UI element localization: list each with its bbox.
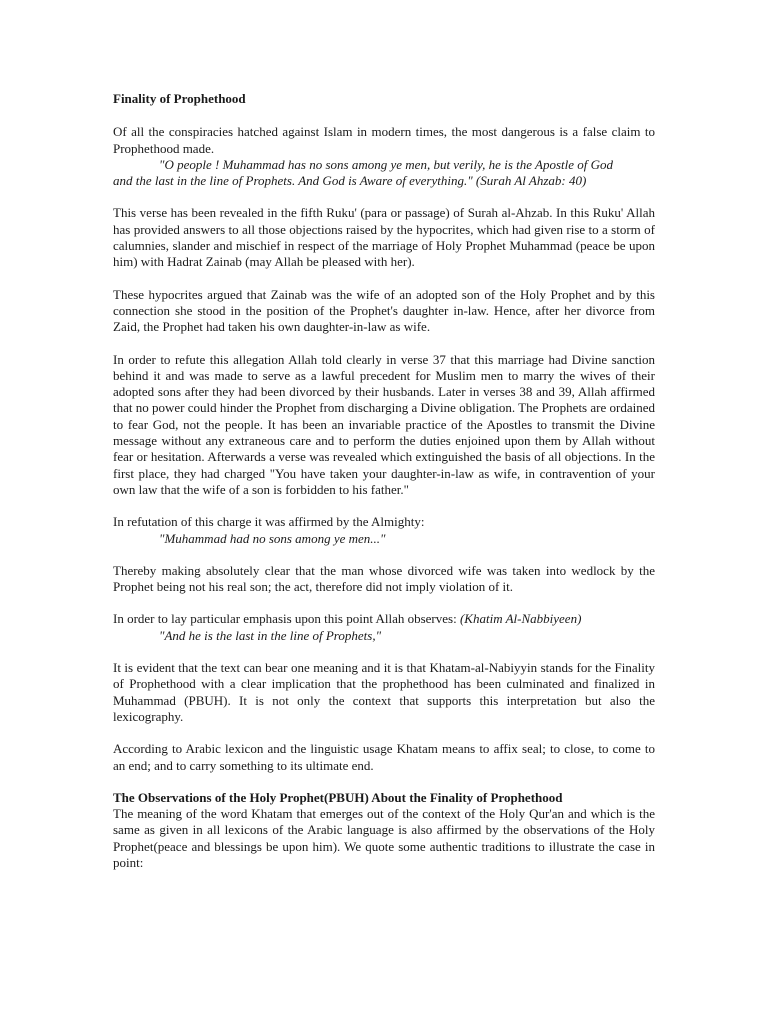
quote-line: and the last in the line of Prophets. And God is Aware of everything." (Surah Al Ahzab: 40) bbox=[113, 173, 587, 189]
paragraph: The meaning of the word Khatam that emerges out of the context of the Holy Qur'an and which is the same as given in all lexicons of the Arabic language is also affirmed by the observations of the Holy Prophet(peace and blessings be upon him). We quote some authentic traditions to illustrate the case in point: bbox=[113, 806, 655, 870]
paragraph: It is evident that the text can bear one meaning and it is that Khatam-al-Nabiyyin stands for the Finality of Prophethood with a clear implication that the prophethood has been culminated and finalized in Muhammad (PBUH). It is not only the context that supports this interpretation but also the lexicography. bbox=[113, 660, 655, 724]
document-page bbox=[113, 91, 655, 887]
paragraph: This verse has been revealed in the fifth Ruku' (para or passage) of Surah al-Ahzab. In this Ruku' Allah has provided answers to all those objections raised by the hypocrites, which had given rise to a storm of calumnies, slander and mischief in respect of the marriage of Holy Prophet Muhammad (peace be upon him) with Hadrat Zainab (may Allah be pleased with her). bbox=[113, 205, 655, 270]
paragraph: In order to refute this allegation Allah told clearly in verse 37 that this marriage had Divine sanction behind it and was made to serve as a lawful precedent for Muslim men to marry the wives of their adopted sons after they had been divorced by their husbands. Later in verses 38 and 39, Allah affirmed that no power could hinder the Prophet from discharging a Divine obligation. The Prophets are ordained to fear God, not the people. It has been an invariable practice of the Apostles to transmit the Divine message without any extraneous care and to perform the duties enjoined upon them by Allah without fear or hesitation. Afterwards a verse was revealed which extinguished the basis of all objections. In the first place, they had charged "You have taken your daughter-in-law as wife, in contravention of your own law that the wife of a son is forbidden to his father." bbox=[113, 351, 655, 497]
paragraph: These hypocrites argued that Zainab was the wife of an adopted son of the Holy Prophet and by this connection she stood in the position of the Prophet's daughter in-law. Hence, after her divorce from Zaid, the Prophet had taken his own daughter-in-law as wife. bbox=[113, 286, 655, 335]
paragraph-text: In order to lay particular emphasis upon this point Allah observes: bbox=[113, 611, 457, 627]
paragraph: According to Arabic lexicon and the linguistic usage Khatam means to affix seal; to close, to come to an end; and to carry something to its ultimate end. bbox=[113, 741, 655, 773]
inline-term: (Khatim Al-Nabbiyeen) bbox=[459, 611, 582, 627]
quran-quote: "Muhammad had no sons among ye men..." bbox=[159, 530, 386, 546]
quote-line: "O people ! Muhammad has no sons among ye men, but verily, he is the Apostle of God bbox=[159, 156, 614, 172]
quran-quote: "And he is the last in the line of Prophets," bbox=[159, 627, 382, 643]
paragraph: In refutation of this charge it was affirmed by the Almighty: bbox=[113, 514, 425, 530]
intro-paragraph: Of all the conspiracies hatched against Islam in modern times, the most dangerous is a false claim to Prophethood made. bbox=[113, 124, 655, 156]
section-heading: The Observations of the Holy Prophet(PBUH) About the Finality of Prophethood bbox=[113, 789, 563, 805]
paragraph bbox=[113, 611, 655, 627]
quran-quote-ahzab-40 bbox=[113, 157, 655, 190]
paragraph: Thereby making absolutely clear that the man whose divorced wife was taken into wedlock by the Prophet being not his real son; the act, therefore did not imply violation of it. bbox=[113, 562, 655, 595]
document-title: Finality of Prophethood bbox=[113, 91, 246, 106]
